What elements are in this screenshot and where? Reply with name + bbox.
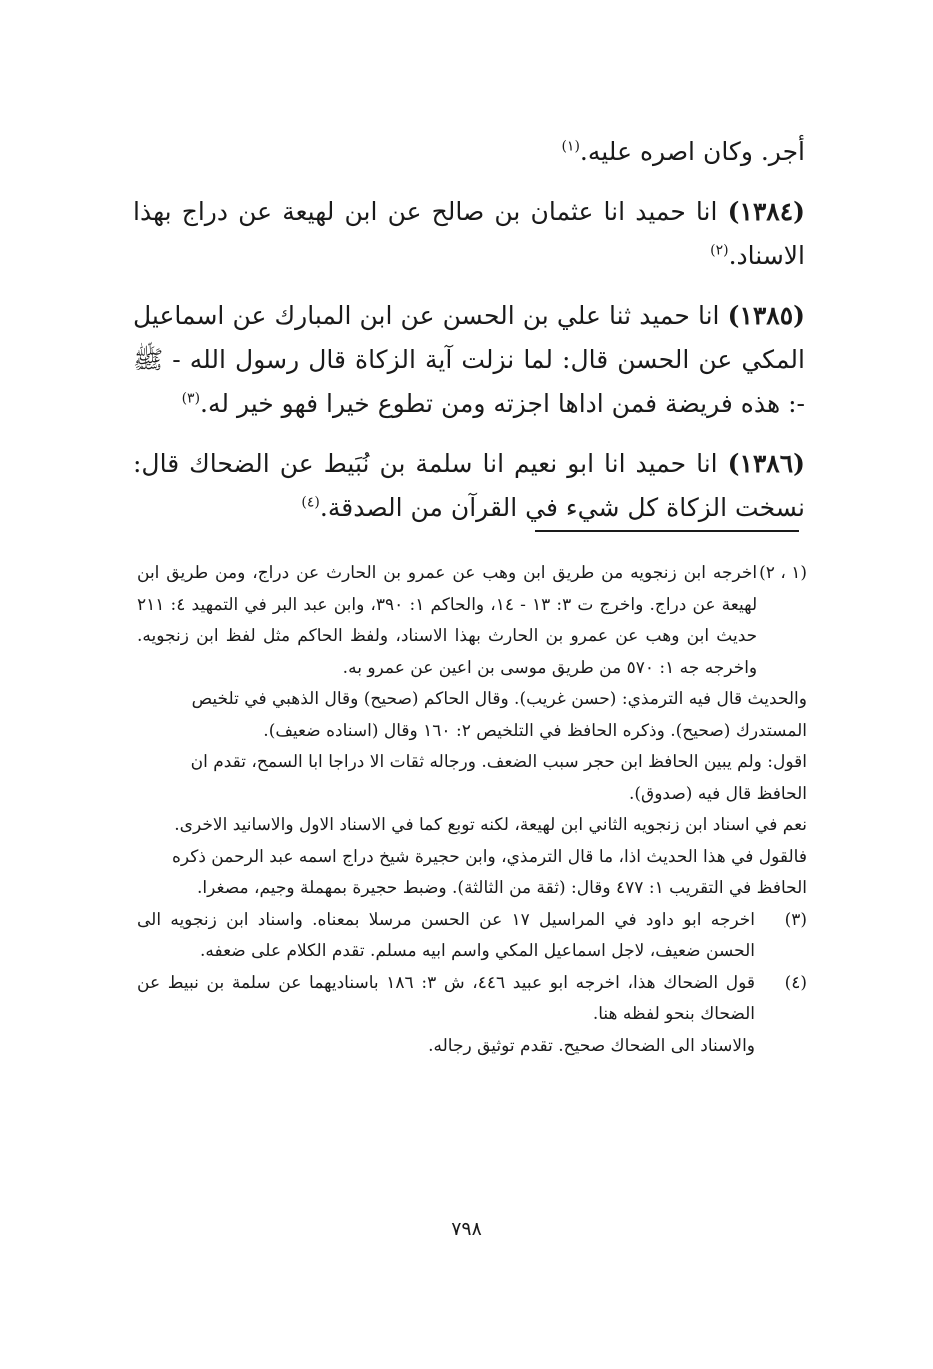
paragraph-1384 — [133, 190, 805, 278]
footnote-ref: (٤) — [301, 494, 320, 511]
footnote-ref: (١) — [561, 138, 580, 155]
hadith-number: (١٣٨٥) — [727, 301, 805, 330]
footnote-text: والاسناد الى الضحاك صحيح. تقدم توثيق رجاله. — [428, 1035, 755, 1056]
footnote-divider — [535, 530, 799, 532]
paragraph-1386 — [133, 442, 805, 530]
main-text — [133, 130, 805, 546]
paragraph-text: انا حميد ثنا علي بن الحسن عن ابن المبارك عن اسماعيل المكي عن الحسن قال: لما نزلت آية الزكاة قال رسول الله - ﷺ -: هذه فريضة فمن اداها اجزته ومن تطوع خيرا فهو خير له. — [133, 301, 805, 418]
hadith-number: (١٣٨٤) — [727, 197, 805, 226]
footnote-paragraph: والحديث قال فيه الترمذي: (حسن غريب). وقال الحاكم (صحيح) وقال الذهبي في تلخيص المستدرك (صحيح). وذكره الحافظ في التلخيص ٢: ١٦٠ وقال (اسناده ضعيف). — [191, 689, 807, 741]
page-number: ٧٩٨ — [451, 1218, 482, 1240]
paragraph-intro — [133, 130, 805, 174]
paragraph-text: أجر. وكان اصره عليه. — [579, 137, 805, 166]
footnote-paragraph: نعم في اسناد ابن زنجويه الثاني ابن لهيعة، لكنه توبع كما في الاسناد الاول والاسانيد الاخرى. — [174, 815, 807, 835]
footnote-body — [137, 905, 755, 968]
hadith-number: (١٣٨٦) — [727, 449, 805, 478]
paragraph-text: انا حميد انا ابو نعيم انا سلمة بن نُبَيط عن الضحاك قال: نسخت الزكاة كل شيء في القرآن من الصدقة. — [133, 449, 805, 522]
footnote-paragraph: اقول: ولم يبين الحافظ ابن حجر سبب الضعف. ورجاله ثقات الا دراجا ابا السمح، تقدم ان الحافظ قال فيه (صدوق). — [190, 752, 807, 804]
footnote-marker: (١ ، ٢) — [759, 563, 807, 583]
footnote-body — [137, 558, 757, 684]
footnote-text: اخرجه ابو داود في المراسيل ١٧ عن الحسن مرسلا بمعناه. واسناد ابن زنجويه الى الحسن ضعيف، لاجل اسماعيل المكي واسم ابيه مسلم. تقدم الكلام على ضعفه. — [137, 909, 755, 961]
footnote-4 — [137, 968, 807, 1063]
footnote-body — [137, 968, 755, 1063]
footnote-ref: (٢) — [710, 242, 729, 259]
footnote-1-2 — [137, 558, 807, 684]
footnote-3 — [137, 905, 807, 968]
footnote-paragraph: فالقول في هذا الحديث اذا، ما قال الترمذي، وابن حجيرة شيخ دراج اسمه عبد الرحمن ذكره الحافظ في التقريب ١: ٤٧٧ وقال: (ثقة من الثالثة). وضبط حجيرة بمهملة وجيم، مصغرا. — [171, 846, 807, 898]
paragraph-text: انا حميد انا عثمان بن صالح عن ابن لهيعة عن دراج بهذا الاسناد. — [133, 197, 805, 270]
footnote-text: اخرجه ابن زنجويه من طريق ابن وهب عن عمرو بن الحارث عن دراج، ومن طريق ابن لهيعة عن دراج. واخرج ت ٣: ١٣ - ١٤، والحاكم ١: ٣٩٠، وابن عبد البر في التمهيد ٤: ٢١١ حديث ابن وهب عن عمرو بن الحارث بهذا الاسناد، ولفظ الحاكم مثل لفظ ابن زنجويه. واخرجه جه ١: ٥٧٠ من طريق موسى بن اعين عن عمرو به. — [137, 563, 758, 678]
footnotes — [137, 558, 807, 1062]
footnote-text: قول الضحاك هذا، اخرجه ابو عبيد ٤٤٦، ش ٣: ١٨٦ باسناديهما عن سلمة بن نبيط عن الضحاك بنحو لفظه هنا. — [137, 972, 756, 1024]
paragraph-1385 — [133, 294, 805, 426]
footnote-marker: (٤) — [784, 972, 807, 993]
footnote-marker: (٣) — [784, 909, 807, 930]
footnote-ref: (٣) — [181, 390, 201, 407]
